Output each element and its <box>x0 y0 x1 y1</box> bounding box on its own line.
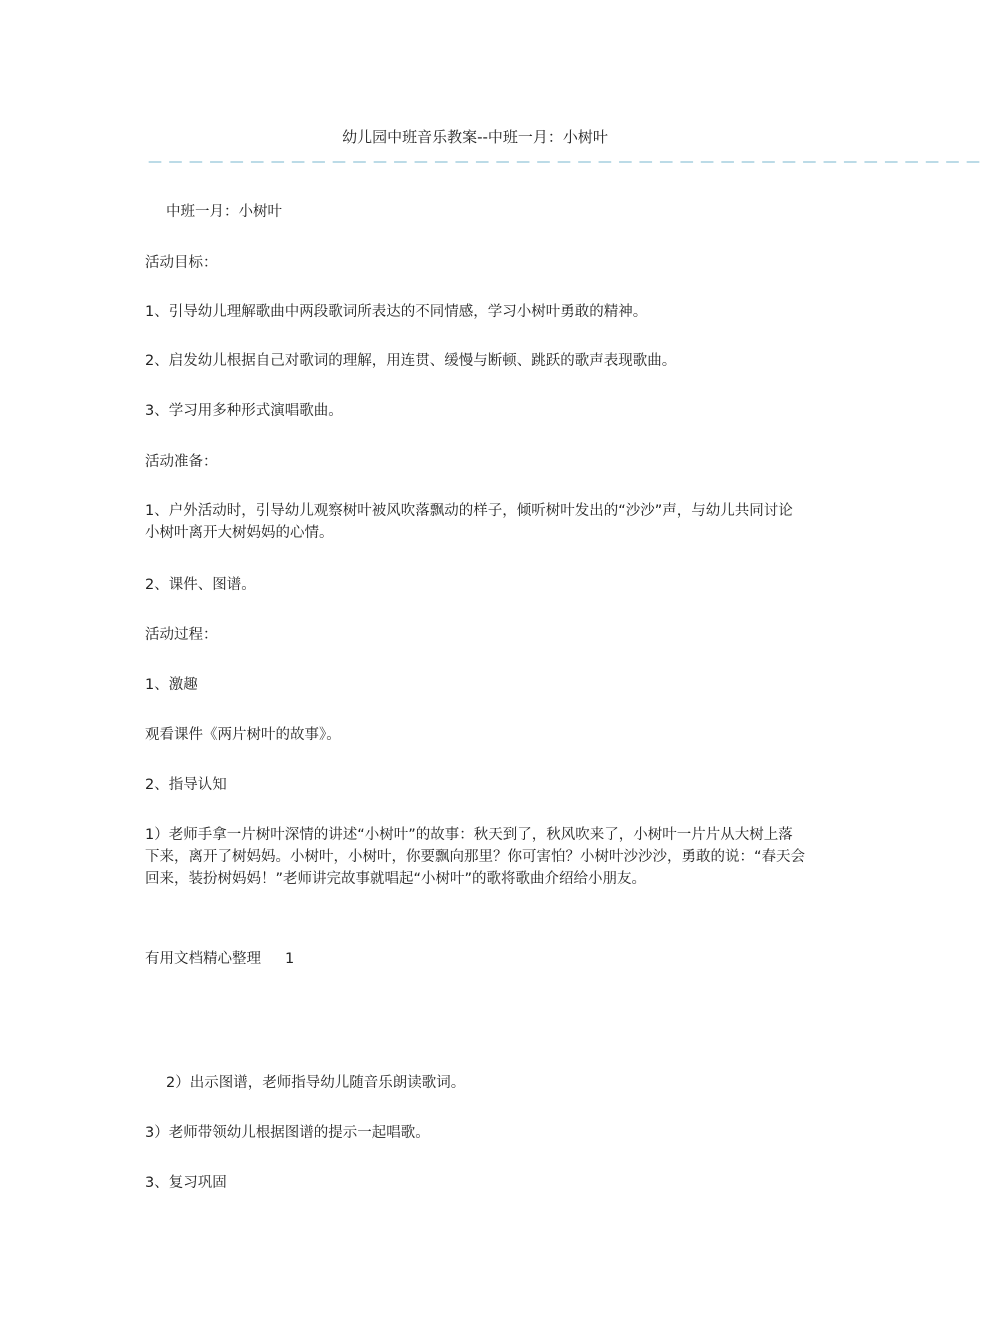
title-divider: — — — — — — — — — — — — — — — — — — — — — — — — — — — — — — — — — — — — — — — — — <box>148 154 981 170</box>
goal-item-1: 1、引导幼儿理解歌曲中两段歌词所表达的不同情感，学习小树叶勇敢的精神。 <box>145 304 648 320</box>
process-step-1-detail: 观看课件《两片树叶的故事》。 <box>145 727 341 743</box>
subtitle: 中班一月：小树叶 <box>166 204 282 220</box>
preparation-item-2: 2、课件、图谱。 <box>145 577 256 593</box>
footer-text: 有用文档精心整理 <box>145 951 261 967</box>
goal-item-3: 3、学习用多种形式演唱歌曲。 <box>145 403 343 419</box>
section-heading-process: 活动过程： <box>145 627 218 643</box>
process-step-2-detail-1: 1）老师手拿一片树叶深情的讲述“小树叶”的故事：秋天到了，秋风吹来了，小树叶一片片从大树上落下来，离开了树妈妈。小树叶，小树叶，你要飘向那里？你可害怕？小树叶沙沙沙，勇敢的说：“春天会回来，装扮树妈妈！”老师讲完故事就唱起“小树叶”的歌将歌曲介绍给小朋友。 <box>145 827 806 887</box>
page-footer <box>145 948 294 970</box>
process-step-3: 3、复习巩固 <box>145 1175 227 1191</box>
section-heading-goals: 活动目标： <box>145 255 218 271</box>
goal-item-2: 2、启发幼儿根据自己对歌词的理解，用连贯、缓慢与断顿、跳跃的歌声表现歌曲。 <box>145 353 677 369</box>
preparation-item-1: 1、户外活动时，引导幼儿观察树叶被风吹落飘动的样子，倾听树叶发出的“沙沙”声，与幼儿共同讨论小树叶离开大树妈妈的心情。 <box>145 503 793 541</box>
section-heading-preparation: 活动准备： <box>145 454 218 470</box>
document-title: 幼儿园中班音乐教案--中班一月：小树叶 <box>342 128 608 146</box>
process-step-2-detail-3: 3）老师带领幼儿根据图谱的提示一起唱歌。 <box>145 1125 430 1141</box>
process-step-2-detail-2: 2）出示图谱，老师指导幼儿随音乐朗读歌词。 <box>166 1075 466 1091</box>
process-step-1: 1、激趣 <box>145 677 198 693</box>
process-step-2: 2、指导认知 <box>145 777 227 793</box>
page-number: 1 <box>285 951 295 967</box>
